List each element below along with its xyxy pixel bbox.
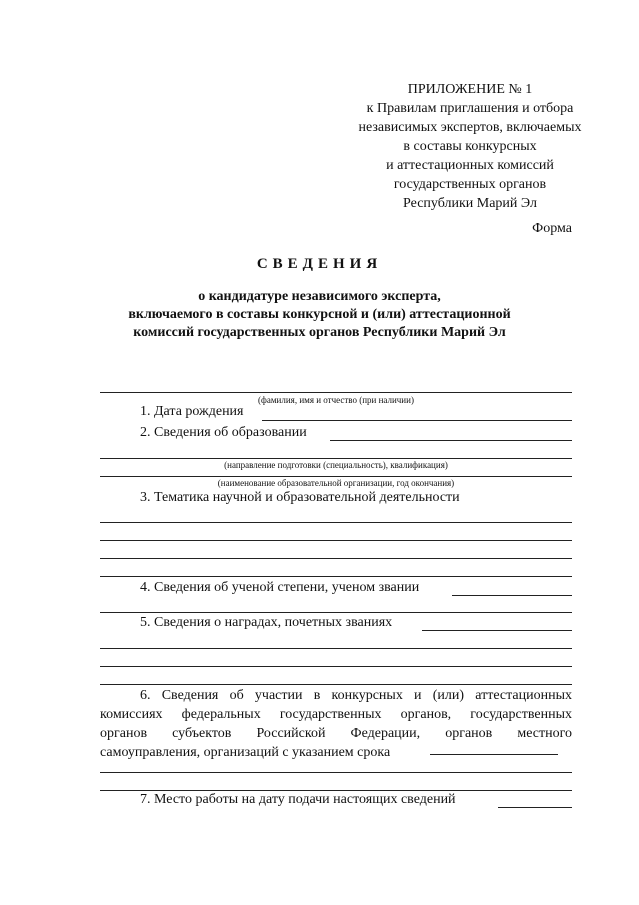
form-label: Форма [532,221,572,236]
research-field-line[interactable] [100,540,572,541]
organization-caption: (наименование образовательной организации, год окончания) [217,478,455,488]
appendix-line: независимых экспертов, включаемых [358,120,582,135]
participation-field-line[interactable] [100,772,572,773]
participation-line: самоуправления, организаций с указанием срока [100,745,391,760]
degree-field-line[interactable] [100,612,572,613]
education-label: 2. Сведения об образовании [140,425,307,440]
participation-paragraph [100,686,572,762]
degree-label: 4. Сведения об ученой степени, ученом звании [140,580,420,595]
document-subtitle [0,288,639,342]
participation-field-line[interactable] [430,754,558,755]
fio-field-line[interactable] [100,392,572,393]
workplace-label: 7. Место работы на дату подачи настоящих сведений [140,792,456,807]
subtitle-line: включаемого в составы конкурсной и (или) аттестационной [128,307,511,322]
birth-date-label: 1. Дата рождения [140,404,244,419]
appendix-line: ПРИЛОЖЕНИЕ № 1 [407,82,533,97]
subtitle-line: о кандидатуре независимого эксперта, [198,289,441,304]
participation-line: 6. Сведения об участии в конкурсных и (или) аттестационных [140,688,572,703]
direction-caption: (направление подготовки (специальность), квалификация) [224,460,448,470]
awards-field-line[interactable] [422,630,572,631]
direction-field-line[interactable] [100,458,572,459]
appendix-line: в составы конкурсных [403,139,537,154]
participation-field-line[interactable] [100,790,572,791]
education-field-line[interactable] [330,440,572,441]
research-field-line[interactable] [100,558,572,559]
workplace-field-line[interactable] [498,807,572,808]
appendix-line: государственных органов [393,177,547,192]
awards-label: 5. Сведения о наградах, почетных званиях [140,615,393,630]
degree-field-line[interactable] [452,595,572,596]
appendix-line: и аттестационных комиссий [386,158,554,173]
appendix-header [320,80,620,213]
document-title: СВЕДЕНИЯ [256,256,383,272]
research-field-line[interactable] [100,576,572,577]
research-label: 3. Тематика научной и образовательной деятельности [140,490,460,505]
participation-line: комиссиях федеральных государственных органов, государственных [100,707,572,722]
birth-date-field-line[interactable] [262,420,572,421]
awards-field-line[interactable] [100,684,572,685]
research-field-line[interactable] [100,522,572,523]
appendix-line: Республики Марий Эл [403,196,537,211]
appendix-line: к Правилам приглашения и отбора [366,101,574,116]
organization-field-line[interactable] [100,476,572,477]
subtitle-line: комиссий государственных органов Республики Марий Эл [133,325,506,340]
awards-field-line[interactable] [100,666,572,667]
fio-caption: (фамилия, имя и отчество (при наличии) [258,395,414,405]
participation-line: органов субъектов Российской Федерации, органов местного [100,726,572,741]
awards-field-line[interactable] [100,648,572,649]
